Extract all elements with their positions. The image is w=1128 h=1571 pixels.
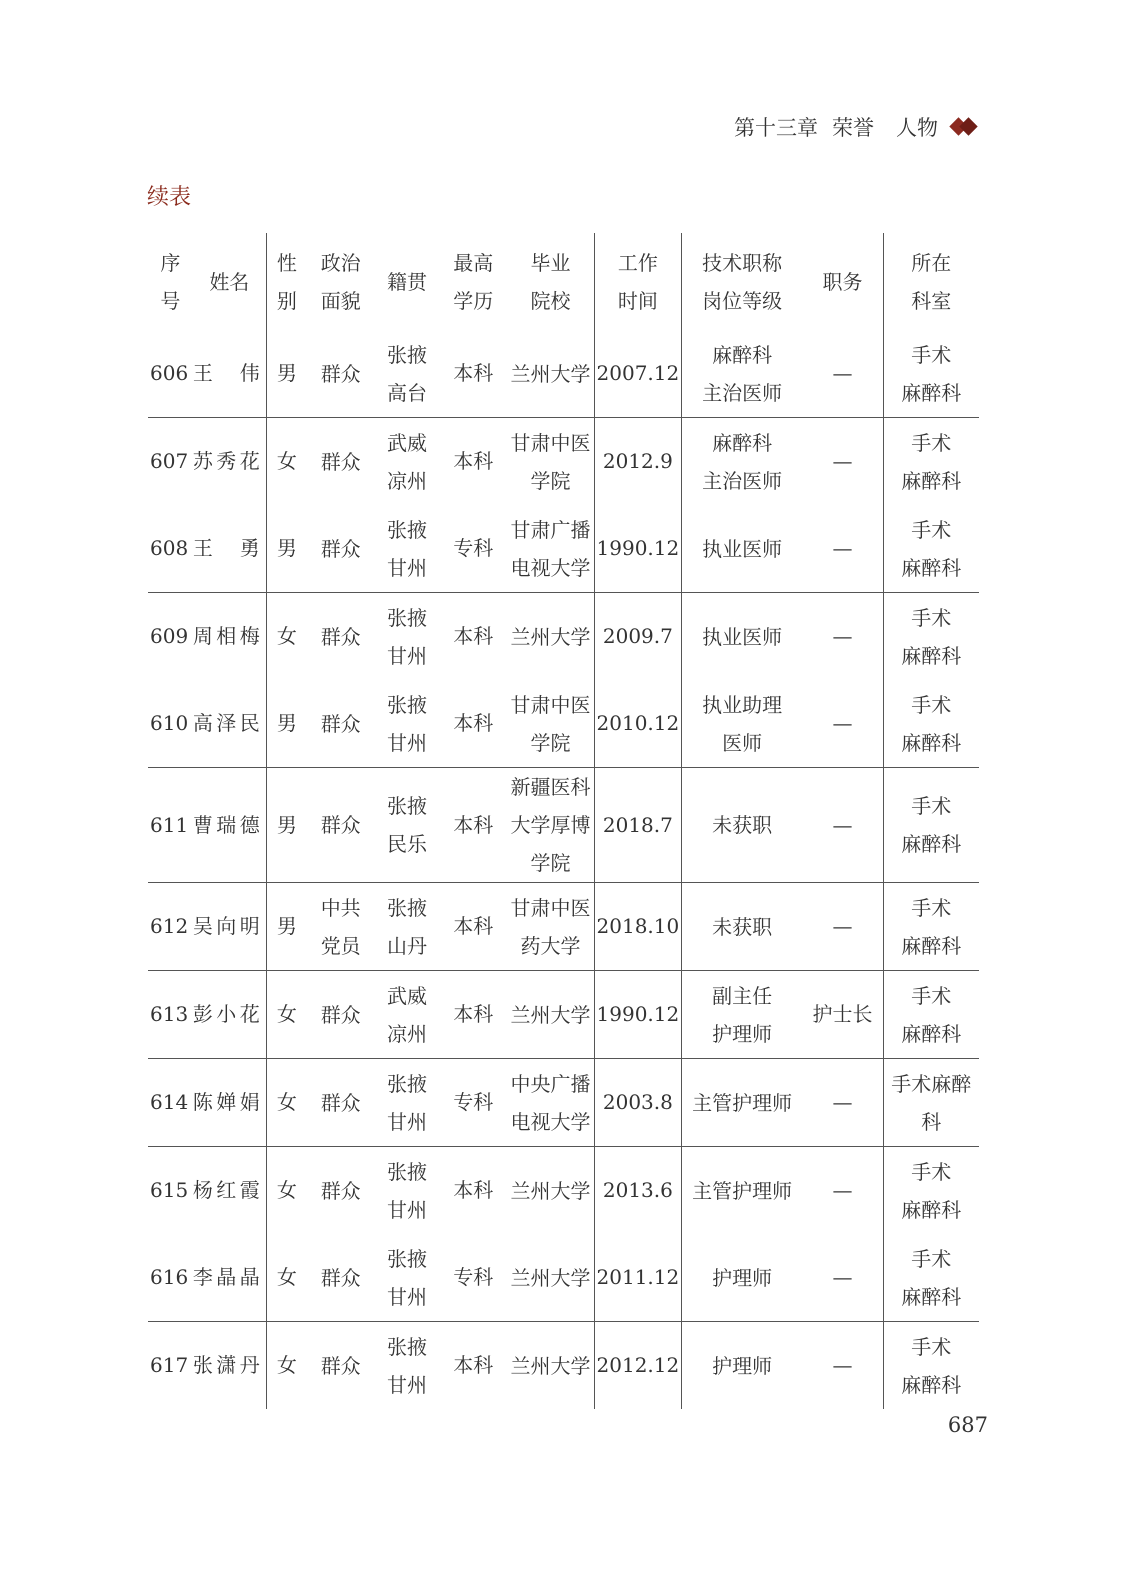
cell-origin — [374, 971, 439, 1059]
column-header-line: 时间 — [617, 288, 658, 313]
cell-line: 甘肃中医 — [510, 692, 591, 717]
cell-politics — [307, 330, 374, 418]
cell-edu: 本科 — [440, 680, 507, 768]
column-header-duty — [803, 233, 884, 330]
cell-origin — [374, 1234, 439, 1322]
cell-start: 2012.9 — [595, 418, 682, 506]
cell-line: 张掖 — [386, 895, 427, 920]
table-row — [148, 330, 979, 418]
cell-line: 主治医师 — [702, 468, 783, 493]
table-row — [148, 971, 979, 1059]
cell-start: 2018.7 — [595, 768, 682, 883]
cell-politics — [307, 680, 374, 768]
cell-school — [507, 330, 595, 418]
cell-line: 民乐 — [386, 832, 427, 856]
cell-line: 中央广播 — [510, 1071, 591, 1096]
cell-name: 吴向明 — [193, 883, 266, 971]
cell-edu: 本科 — [440, 768, 507, 883]
column-header-line: 别 — [276, 288, 297, 313]
cell-start: 2012.12 — [595, 1322, 682, 1410]
cell-seq: 609 — [150, 624, 189, 648]
cell-line: 执业医师 — [702, 624, 783, 649]
cell-dept — [883, 505, 979, 593]
cell-line: 麻醉科 — [901, 468, 962, 493]
cell-seq: 606 — [148, 330, 193, 418]
cell-title — [681, 1147, 802, 1235]
cell-dept — [883, 1234, 979, 1322]
table-row — [148, 505, 979, 593]
page-number: 687 — [947, 1413, 988, 1437]
cell-line: 手术 — [911, 895, 952, 920]
cell-line: 科 — [921, 1109, 942, 1134]
cell-start: 2009.7 — [595, 593, 682, 681]
cell-line: 麻醉科 — [901, 1284, 962, 1309]
cell-line: 兰州大学 — [510, 624, 591, 649]
cell-name: 王 伟 — [193, 330, 266, 418]
cell-line: 甘州 — [386, 730, 427, 755]
cell-origin — [374, 1322, 439, 1410]
column-header-seq — [148, 233, 193, 330]
column-header-dept — [883, 233, 979, 330]
cell-gender: 女 — [266, 971, 307, 1059]
cell-school — [507, 1322, 595, 1410]
cell-line: 手术 — [911, 1159, 952, 1184]
cell-line: 张掖 — [386, 1071, 427, 1096]
cell-title — [681, 505, 802, 593]
cell-seq: 615 — [150, 1178, 189, 1202]
cell-title — [681, 680, 802, 768]
cell-origin — [374, 883, 439, 971]
cell-gender: 男 — [266, 768, 307, 883]
cell-school — [507, 505, 595, 593]
cell-name: 张潇丹 — [192, 1353, 260, 1377]
cell-start: 2003.8 — [595, 1059, 682, 1147]
cell-title — [681, 883, 802, 971]
cell-gender: 女 — [266, 418, 307, 506]
cell-line: 手术 — [911, 692, 952, 717]
cell-name: 陈婵娟 — [193, 1059, 266, 1147]
cell-name: 王 勇 — [193, 505, 266, 593]
running-header — [734, 112, 978, 142]
column-header-line: 所在 — [911, 250, 952, 275]
cell-dept — [883, 971, 979, 1059]
table-row — [148, 1322, 979, 1410]
table-row — [148, 883, 979, 971]
cell-politics — [307, 883, 374, 971]
cell-gender: 女 — [266, 1234, 307, 1322]
cell-line: 张掖 — [386, 1246, 427, 1271]
cell-school — [507, 971, 595, 1059]
cell-line: 手术 — [911, 605, 952, 630]
cell-line: 电视大学 — [510, 1109, 591, 1134]
cell-line: 学院 — [530, 851, 571, 875]
cell-line: 兰州大学 — [510, 1265, 591, 1290]
column-header-line: 面貌 — [320, 288, 361, 313]
cell-origin — [374, 680, 439, 768]
cell-school — [507, 1234, 595, 1322]
cell-edu: 本科 — [440, 971, 507, 1059]
cell-seq: 613 — [148, 971, 193, 1059]
cell-line: 麻醉科 — [901, 832, 962, 856]
cell-line: 群众 — [320, 449, 361, 474]
cell-school — [507, 1059, 595, 1147]
cell-line: 中共 — [320, 895, 361, 920]
column-header-line: 政治 — [320, 250, 361, 275]
cell-duty: — — [832, 624, 853, 648]
cell-line: 麻醉科 — [901, 643, 962, 668]
cell-line: 手术 — [911, 1246, 952, 1271]
cell-duty: — — [832, 449, 853, 473]
column-header-line: 号 — [160, 288, 181, 313]
header-title: 人物 — [896, 116, 938, 140]
cell-line: 新疆医科 — [510, 775, 591, 799]
cell-line: 主管护理师 — [692, 1090, 793, 1115]
cell-start: 2013.6 — [595, 1147, 682, 1235]
cell-title — [681, 1322, 802, 1410]
cell-line: 张掖 — [386, 794, 427, 818]
cell-line: 麻醉科 — [901, 1021, 962, 1046]
cell-line: 群众 — [320, 813, 361, 837]
cell-edu: 专科 — [440, 1059, 507, 1147]
column-header-line: 科室 — [911, 288, 952, 313]
column-header-edu — [440, 233, 507, 330]
cell-school — [507, 883, 595, 971]
cell-duty: — — [803, 883, 884, 971]
cell-start: 1990.12 — [595, 971, 682, 1059]
cell-start: 1990.12 — [595, 505, 682, 593]
cell-seq: 616 — [148, 1234, 193, 1322]
cell-line: 麻醉科 — [901, 933, 962, 958]
column-header-origin — [374, 233, 439, 330]
cell-title — [681, 768, 802, 883]
cell-line: 手术 — [911, 983, 952, 1008]
cell-line: 张掖 — [386, 342, 427, 367]
cell-start: 2018.10 — [595, 883, 682, 971]
column-header-line: 工作 — [617, 250, 658, 275]
cell-name: 杨红霞 — [192, 1178, 260, 1202]
cell-start: 2007.12 — [595, 330, 682, 418]
cell-line: 甘州 — [386, 1372, 427, 1397]
cell-dept — [883, 330, 979, 418]
cell-school — [507, 768, 595, 883]
cell-line: 护理师 — [712, 1265, 773, 1290]
cell-line: 执业助理 — [702, 692, 783, 717]
cell-line: 甘肃广播 — [510, 517, 591, 542]
cell-dept — [883, 680, 979, 768]
cell-line: 张掖 — [386, 1159, 427, 1184]
table-row — [148, 768, 979, 883]
cell-line: 兰州大学 — [510, 1002, 591, 1027]
cell-dept — [883, 883, 979, 971]
cell-line: 群众 — [320, 361, 361, 386]
cell-edu: 专科 — [440, 505, 507, 593]
cell-line: 麻醉科 — [901, 730, 962, 755]
cell-line: 主治医师 — [702, 380, 783, 405]
cell-title — [681, 1234, 802, 1322]
cell-line: 甘州 — [386, 1197, 427, 1222]
column-header-line: 学历 — [453, 288, 494, 313]
table-row — [148, 1059, 979, 1147]
cell-line: 山丹 — [386, 933, 427, 958]
cell-origin — [374, 593, 439, 681]
cell-line: 群众 — [320, 1265, 361, 1290]
cell-title — [681, 418, 802, 506]
cell-line: 手术 — [911, 517, 952, 542]
cell-line: 武威 — [386, 430, 427, 455]
cell-line: 麻醉科 — [901, 1197, 962, 1222]
cell-gender: 女 — [266, 1322, 307, 1410]
cell-gender: 男 — [266, 883, 307, 971]
cell-line: 甘肃中医 — [510, 895, 591, 920]
cell-title — [681, 593, 802, 681]
cell-edu: 本科 — [453, 449, 494, 473]
cell-line: 主管护理师 — [692, 1178, 793, 1203]
cell-line: 甘州 — [386, 1109, 427, 1134]
cell-line: 群众 — [320, 624, 361, 649]
cell-dept — [883, 768, 979, 883]
cell-duty: — — [803, 1059, 884, 1147]
table-row — [148, 418, 979, 506]
column-header-line: 技术职称 — [702, 250, 783, 275]
cell-gender: 女 — [266, 1059, 307, 1147]
cell-school — [507, 1147, 595, 1235]
cell-seq: 611 — [148, 768, 193, 883]
cell-duty: — — [832, 1178, 853, 1202]
table-row — [148, 1234, 979, 1322]
cell-politics — [307, 418, 374, 506]
table-row — [148, 680, 979, 768]
cell-seq: 610 — [148, 680, 193, 768]
cell-duty: — — [803, 680, 884, 768]
cell-line: 群众 — [320, 1090, 361, 1115]
cell-edu: 本科 — [440, 330, 507, 418]
cell-line: 群众 — [320, 536, 361, 561]
cell-line: 甘州 — [386, 555, 427, 580]
column-header-line: 毕业 — [530, 250, 571, 275]
column-header-name — [193, 233, 266, 330]
cell-origin — [374, 505, 439, 593]
cell-line: 高台 — [386, 380, 427, 405]
cell-line: 张掖 — [386, 517, 427, 542]
cell-title — [681, 971, 802, 1059]
cell-line: 党员 — [320, 933, 361, 958]
cell-line: 手术 — [911, 342, 952, 367]
cell-line: 甘州 — [386, 1284, 427, 1309]
column-header-line: 序 — [160, 250, 181, 275]
cell-duty: — — [803, 330, 884, 418]
cell-line: 群众 — [320, 1353, 361, 1378]
table-row — [148, 593, 979, 681]
cell-origin — [374, 1147, 439, 1235]
cell-line: 麻醉科 — [901, 1372, 962, 1397]
cell-politics — [307, 1059, 374, 1147]
cell-line: 兰州大学 — [510, 1178, 591, 1203]
column-header-line: 性 — [276, 250, 297, 275]
column-header-line: 岗位等级 — [702, 288, 783, 313]
table-row — [148, 1147, 979, 1235]
cell-line: 医师 — [722, 730, 763, 755]
cell-line: 学院 — [530, 468, 571, 493]
diamond-ornament-icon — [950, 116, 978, 138]
cell-school — [507, 593, 595, 681]
cell-name: 曹瑞德 — [193, 768, 266, 883]
cell-line: 电视大学 — [510, 555, 591, 580]
cell-line: 副主任 — [712, 983, 773, 1008]
cell-line: 麻醉科 — [901, 555, 962, 580]
cell-line: 麻醉科 — [712, 342, 773, 367]
cell-seq: 607 — [150, 449, 189, 473]
cell-gender: 女 — [266, 593, 307, 681]
cell-edu: 本科 — [453, 1178, 494, 1202]
cell-duty: — — [832, 1353, 853, 1377]
cell-seq: 614 — [148, 1059, 193, 1147]
cell-edu: 本科 — [453, 1353, 494, 1377]
cell-name: 周相梅 — [192, 624, 260, 648]
cell-dept — [883, 593, 979, 681]
cell-origin — [374, 418, 439, 506]
cell-gender: 男 — [266, 505, 307, 593]
cell-dept — [883, 1059, 979, 1147]
table-header-row — [148, 233, 979, 330]
cell-name: 高泽民 — [193, 680, 266, 768]
cell-duty: 护士长 — [803, 971, 884, 1059]
cell-edu: 专科 — [440, 1234, 507, 1322]
cell-politics — [307, 505, 374, 593]
cell-line: 甘州 — [386, 643, 427, 668]
column-header-politics — [307, 233, 374, 330]
cell-line: 群众 — [320, 711, 361, 736]
continued-label: 续表 — [147, 185, 192, 210]
cell-school — [507, 680, 595, 768]
cell-line: 武威 — [386, 983, 427, 1008]
cell-gender: 女 — [266, 1147, 307, 1235]
cell-line: 麻醉科 — [712, 430, 773, 455]
cell-origin — [374, 768, 439, 883]
cell-line: 手术麻醉 — [891, 1071, 972, 1096]
cell-line: 群众 — [320, 1002, 361, 1027]
cell-politics — [307, 1234, 374, 1322]
cell-line: 执业医师 — [702, 536, 783, 561]
cell-edu: 本科 — [453, 624, 494, 648]
cell-title — [681, 330, 802, 418]
cell-seq: 617 — [150, 1353, 189, 1377]
cell-line: 张掖 — [386, 1334, 427, 1359]
cell-line: 学院 — [530, 730, 571, 755]
column-header-start — [595, 233, 682, 330]
column-header-gender — [266, 233, 307, 330]
cell-edu: 本科 — [440, 883, 507, 971]
cell-line: 麻醉科 — [901, 380, 962, 405]
cell-duty: — — [803, 1234, 884, 1322]
cell-line: 护理师 — [712, 1353, 773, 1378]
cell-politics — [307, 1322, 374, 1410]
cell-start: 2010.12 — [595, 680, 682, 768]
cell-start: 2011.12 — [595, 1234, 682, 1322]
cell-line: 凉州 — [386, 1021, 427, 1046]
column-header-line: 姓名 — [209, 269, 250, 294]
personnel-table — [148, 233, 979, 1409]
section-label: 荣誉 — [832, 116, 874, 140]
cell-origin — [374, 330, 439, 418]
cell-school — [507, 418, 595, 506]
cell-gender: 男 — [266, 680, 307, 768]
column-header-line: 职务 — [822, 269, 863, 294]
cell-line: 未获职 — [712, 914, 773, 939]
cell-politics — [307, 768, 374, 883]
cell-line: 凉州 — [386, 468, 427, 493]
cell-line: 甘肃中医 — [510, 430, 591, 455]
column-header-line: 最高 — [453, 250, 494, 275]
cell-politics — [307, 971, 374, 1059]
cell-line: 兰州大学 — [510, 1353, 591, 1378]
column-header-school — [507, 233, 595, 330]
cell-politics — [307, 1147, 374, 1235]
cell-line: 群众 — [320, 1178, 361, 1203]
cell-line: 张掖 — [386, 692, 427, 717]
column-header-line: 院校 — [530, 288, 571, 313]
cell-gender: 男 — [266, 330, 307, 418]
cell-duty: — — [803, 768, 884, 883]
cell-line: 大学厚博 — [510, 813, 591, 837]
cell-name: 苏秀花 — [192, 449, 260, 473]
cell-title — [681, 1059, 802, 1147]
cell-seq: 608 — [148, 505, 193, 593]
cell-line: 兰州大学 — [510, 361, 591, 386]
cell-name: 李晶晶 — [193, 1234, 266, 1322]
cell-dept — [883, 1147, 979, 1235]
cell-line: 护理师 — [712, 1021, 773, 1046]
cell-line: 药大学 — [520, 933, 581, 958]
cell-dept — [883, 418, 979, 506]
cell-line: 手术 — [911, 1334, 952, 1359]
cell-origin — [374, 1059, 439, 1147]
cell-line: 未获职 — [712, 813, 773, 837]
cell-line: 手术 — [911, 794, 952, 818]
column-header-line: 籍贯 — [386, 269, 427, 294]
cell-line: 手术 — [911, 430, 952, 455]
cell-politics — [307, 593, 374, 681]
chapter-label: 第十三章 — [734, 116, 818, 140]
cell-dept — [883, 1322, 979, 1410]
column-header-title — [681, 233, 802, 330]
cell-line: 张掖 — [386, 605, 427, 630]
cell-name: 彭小花 — [193, 971, 266, 1059]
cell-seq: 612 — [148, 883, 193, 971]
cell-duty: — — [803, 505, 884, 593]
